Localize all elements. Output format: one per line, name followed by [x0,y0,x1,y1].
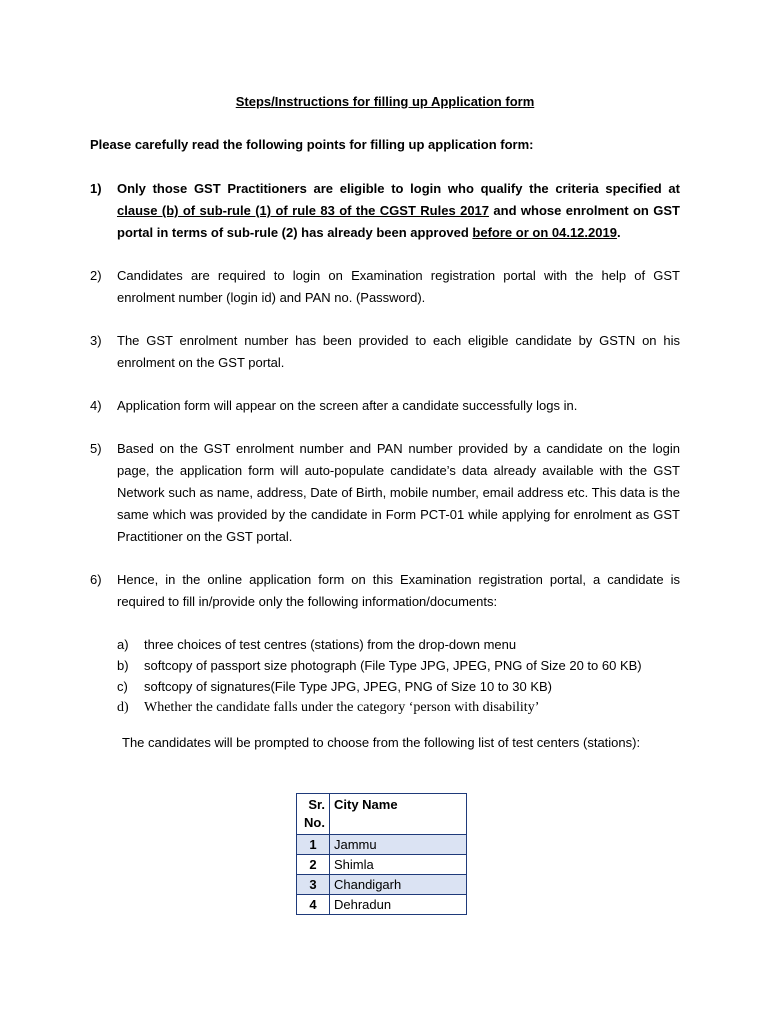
sub-item-text: softcopy of passport size photograph (File Type JPG, JPEG, PNG of Size 20 to 60 KB) [144,658,642,673]
table-row [297,875,467,895]
table-row [297,895,467,915]
sub-item-letter: b) [117,658,129,673]
sub-item [117,634,680,655]
item-text: Only those GST Practitioners are eligible to login who qualify the criteria specified at [117,181,680,196]
item-text: Based on the GST enrolment number and PAN number provided by a candidate on the login page, the application form will auto-populate candidate’s data already available with the GST Network such as name, address, Date of Birth, mobile number, email address etc. This data is the same which was provided by the candidate in Form PCT-01 while applying for enrolment as GST Practitioner on the GST portal. [117,441,680,544]
item-number: 4) [90,398,102,413]
item-text: and whose enrolment on GST portal in terms of sub-rule (2) has already been approved [117,203,680,240]
sub-item-letter: a) [117,637,129,652]
prompt-text: The candidates will be prompted to choose from the following list of test centers (stations): [122,735,641,750]
deadline-date: before or on 04.12.2019 [472,225,617,240]
item-number: 6) [90,572,102,587]
item-text: Application form will appear on the screen after a candidate successfully logs in. [117,398,578,413]
instruction-list [90,178,680,754]
instruction-item [90,265,680,309]
item-number: 5) [90,441,102,456]
item-text: The GST enrolment number has been provided to each eligible candidate by GSTN on his enrolment on the GST portal. [117,333,680,370]
instruction-item [90,569,680,754]
cell-sr: 4 [297,895,330,915]
cell-sr: 1 [297,835,330,855]
item-text: . [616,225,621,240]
item-number: 2) [90,268,102,283]
table-row [297,835,467,855]
sub-item [117,676,680,697]
cell-city: Jammu [330,835,467,855]
cell-city: Chandigarh [330,875,467,895]
intro-text: Please carefully read the following points for filling up application form: [90,137,534,152]
sub-item-letter: c) [117,679,128,694]
sub-item-letter: d) [117,700,129,715]
cell-city: Dehradun [330,895,467,915]
item-text: Hence, in the online application form on this Examination registration portal, a candidate is required to fill in/provide only the following information/documents: [117,572,680,609]
cell-sr: 2 [297,855,330,875]
cell-city: Shimla [330,855,467,875]
item-number: 3) [90,333,102,348]
item-text: Candidates are required to login on Examination registration portal with the help of GST enrolment number (login id) and PAN no. (Password). [117,268,680,305]
instruction-item [90,438,680,548]
cell-sr: 3 [297,875,330,895]
sub-item [117,655,680,676]
item-number: 1) [90,181,102,196]
sub-item [117,697,680,718]
header-city-name: City Name [330,794,467,835]
header-sr-no: Sr. No. [297,794,330,835]
test-centres-table [296,793,467,915]
page-title: Steps/Instructions for filling up Application form [235,94,535,109]
instruction-item [90,395,680,417]
table-header-row [297,794,467,835]
instruction-item [90,178,680,244]
sub-item-text: softcopy of signatures(File Type JPG, JPEG, PNG of Size 10 to 30 KB) [144,679,552,694]
sub-item-text: Whether the candidate falls under the category ‘person with disability’ [144,700,540,715]
table-row [297,855,467,875]
sub-item-text: three choices of test centres (stations) from the drop-down menu [144,637,517,652]
rule-reference: clause (b) of sub-rule (1) of rule 83 of the CGST Rules 2017 [117,203,490,218]
instruction-item [90,330,680,374]
required-documents-list [117,634,680,718]
